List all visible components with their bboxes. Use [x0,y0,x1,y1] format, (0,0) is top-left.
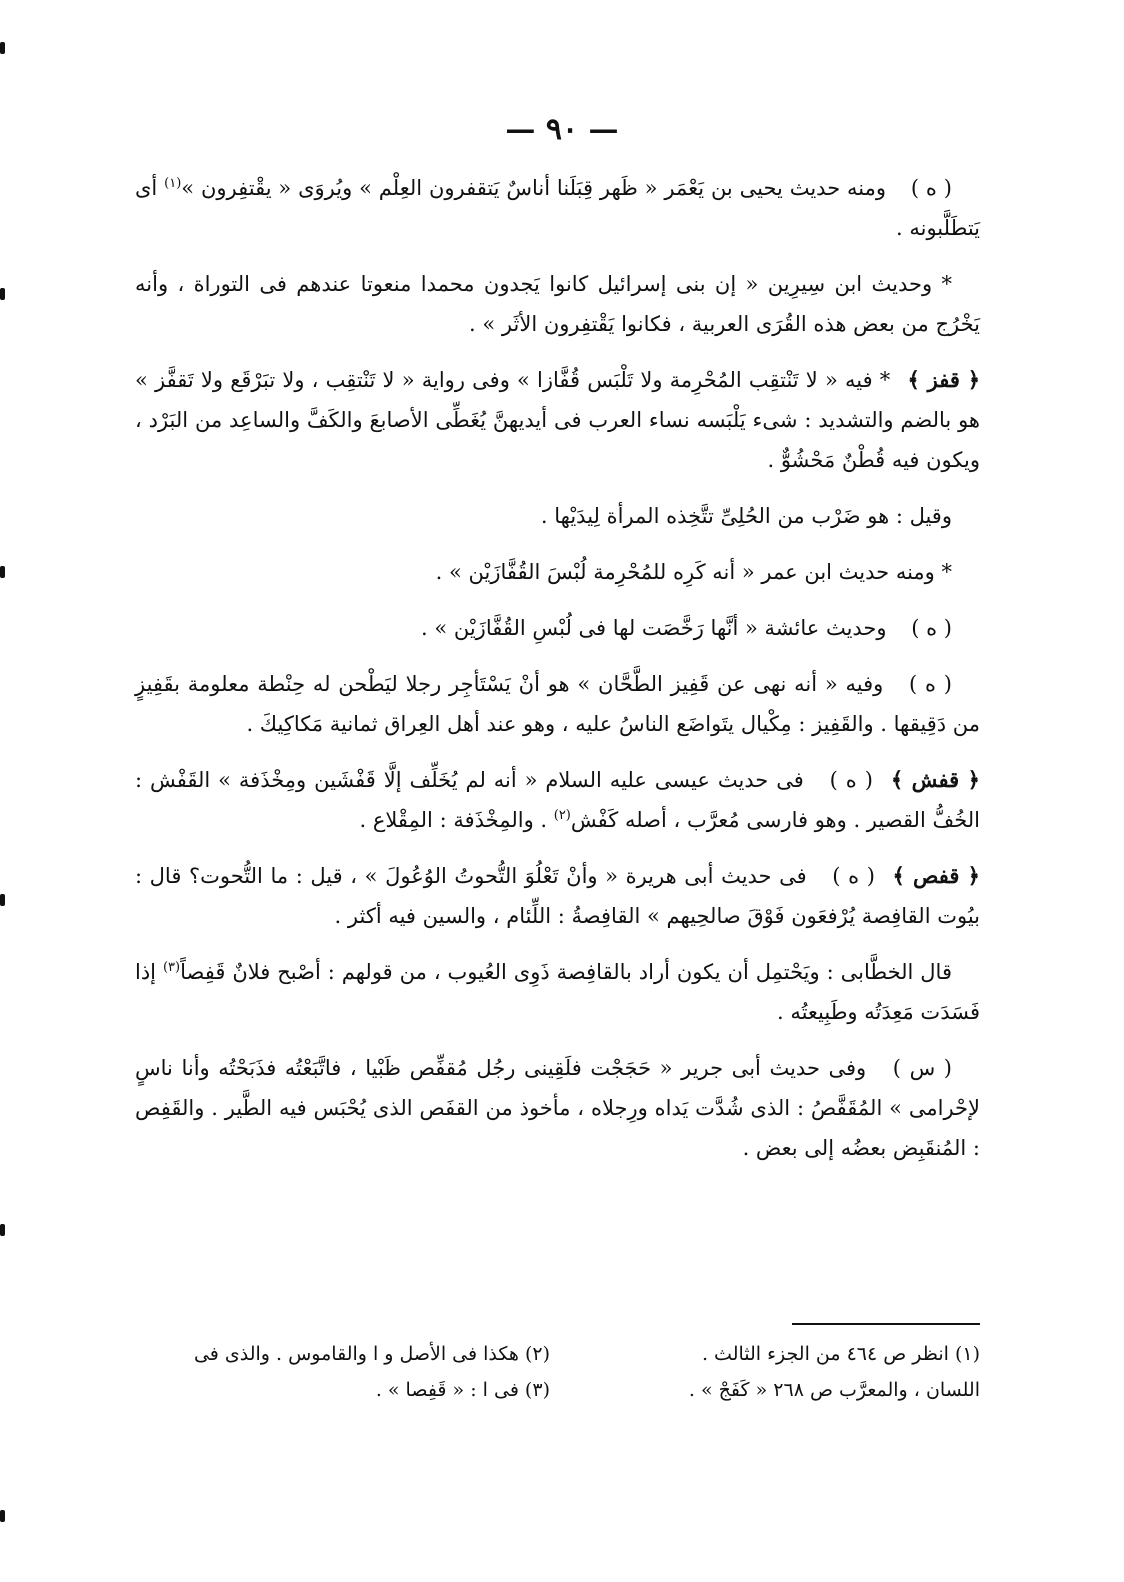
paragraph-6 [135,608,980,648]
entry-heading: ﴿ قفص ﴾ [892,863,980,888]
paragraph-tail: أى يَتطَلَّبونه . [135,176,980,240]
paragraph-8 [135,760,980,840]
footnote-1: (١) انظر ص ٤٦٤ من الجزء الثالث . [701,1343,980,1365]
footnote-3: (٣) فى ا : « قَفِصا » . [375,1379,550,1401]
scan-edge-mark [0,894,5,906]
footnote-2: (٢) هكذا فى الأصل و ا والقاموس . والذى فى [193,1343,550,1365]
source-marker: ( س ) [892,1056,952,1080]
scan-edge-mark [0,566,5,578]
source-marker: ( ه ) [832,864,875,888]
footnote-2-continuation: اللسان ، والمعرَّب ص ٢٦٨ « كَفَجْ » . [688,1379,980,1401]
paragraph-text: ومنه حديث يحيى بن يَعْمَر « ظَهر قِبَلَنا أناسٌ يَتقفرون العِلْم » ويُروَى « يقْتفِرون » [181,176,887,200]
paragraph-text: وفيه « أنه نهى عن قَفِيز الطَّحَّان » هو أنْ يَسْتَأجِر رجلا ليَطْحن له حِنْطة معلومة بقَفِيزٍ من دَقِيقها . والقَفِيز : مِكْيال يتَواضَع الناسُ عليه ، وهو عند أهل العِراق ثمانية مَكاكِيكَ . [135,672,980,736]
footnotes-right-column [560,1336,980,1408]
paragraph-text: * ومنه حديث ابن عمر « أنه كَرِه للمُحْرِمة لُبْسَ القُفَّازَيْن » . [435,560,952,584]
paragraph-text: وحديث عائشة « أنَّها رَخَّصَت لها فى لُبْسِ القُفَّازَيْن » . [420,616,887,640]
paragraph-1 [135,168,980,248]
source-marker: ( ه ) [909,672,952,696]
footnote-ref: (١) [164,176,182,191]
paragraph-7 [135,664,980,744]
scan-edge-mark [0,42,5,54]
paragraph-9 [135,856,980,936]
paragraph-text: فى حديث أبى هريرة « وأنْ تَعْلُوَ التُّحوتُ الوُعُولَ » ، قيل : ما التُّحوت؟ قال : بيُوت القافِصة يُرْفعَون فَوْقَ صالحِيهم » القافِصةُ : اللِّئام ، والسين فيه أكثر . [135,864,980,928]
scan-edge-mark [0,1224,5,1236]
source-marker: ( ه ) [910,176,952,200]
entry-heading: ﴿ قفز ﴾ [907,367,980,392]
footnote-ref: (٣) [162,960,181,975]
scan-edge-mark [0,1510,5,1522]
source-marker: ( ه ) [829,768,873,792]
scan-edge-mark [0,288,5,300]
footnotes-left-column [130,1336,550,1408]
source-marker: ( ه ) [911,616,952,640]
page-number: — ٩٠ — [505,112,619,147]
paragraph-text: * فيه « لا تَنْتقِب المُحْرِمة ولا تَلْبَس قُفَّازا » وفى رواية « لا تَنْتقِب ، ولا تبَرْقَع ولا تَقفَّز » هو بالضم والتشديد : شىء يَلْبَسه نساء العرب فى أيديهنَّ يُغَطِّى الأصابعَ والكَفَّ والساعِد من البَرْد ، ويكون فيه قُطْنٌ مَحْشُوٌّ . [135,368,980,472]
footnote-ref: (٢) [553,808,571,823]
paragraph-tail: إذا فَسَدَت مَعِدَتُه وطَبِيعتُه . [135,960,980,1024]
paragraph-text: فى حديث عيسى عليه السلام « أنه لم يُخَلِّف إلَّا قَفْشَين ومِخْذَفة » القَفْش : الخُفُّ القصير . وهو فارسى مُعرَّب ، أصله كَفْش [135,768,980,832]
paragraph-tail: . والمِخْذَفة : المِقْلاع . [359,808,554,832]
paragraph-2 [135,264,980,344]
paragraph-4 [135,496,980,536]
paragraph-text: قال الخطَّابى : ويَحْتمِل أن يكون أراد بالقافِصة ذَوِى العُيوب ، من قولهم : أصْبح فلانٌ قَفِصاً [180,960,952,984]
footnote-divider [792,1323,980,1325]
entry-heading: ﴿ قفش ﴾ [890,767,980,792]
main-text [135,168,980,1184]
paragraph-5 [135,552,980,592]
paragraph-text: وقيل : هو ضَرْب من الحُلِىِّ تتَّخِذه المرأة لِيدَيْها . [540,504,952,528]
paragraph-3 [135,360,980,480]
paragraph-11 [135,1048,980,1168]
paragraph-text: * وحديث ابن سِيرِين « إن بنى إسرائيل كانوا يَجدون محمدا منعوتا عندهم فى التوراة ، وأنه يَخْرُج من بعض هذه القُرَى العربية ، فكانوا يَقْتفِرون الأثَر » . [135,272,980,336]
paragraph-10 [135,952,980,1032]
paragraph-text: وفى حديث أبى جرير « حَجَجْت فلَقِينى رجُل مُقفِّص ظَبْيا ، فاتَّبَعْتُه فذَبَحْتُه وأنا ناسٍ لإحْرامى » المُقَفَّصُ : الذى شُدَّت يَداه ورِجلاه ، مأخوذ من القفَص الذى يُحْبَس فيه الطَّير . والقَفِص : المُنقَبِض بعضُه إلى بعض . [135,1056,980,1160]
